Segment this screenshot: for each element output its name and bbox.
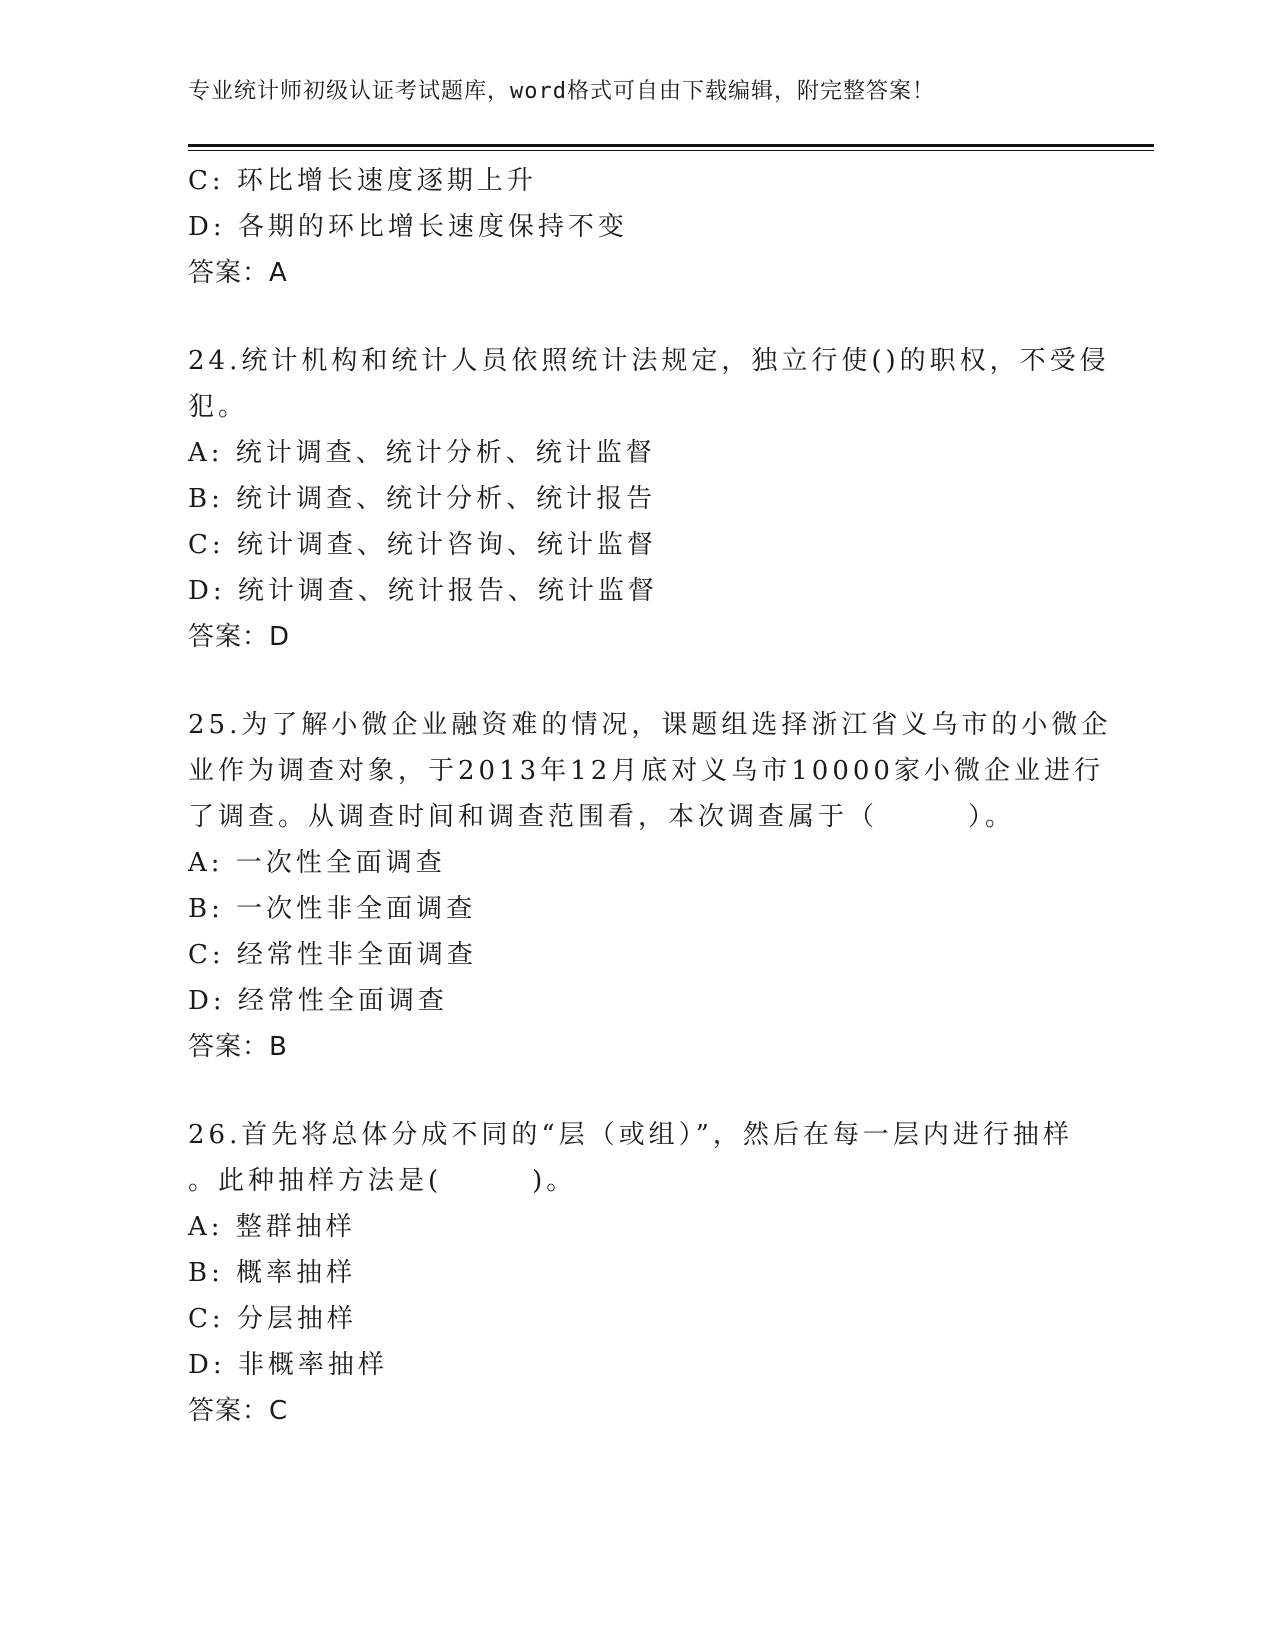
option-d: D: 非概率抽样 xyxy=(188,1350,388,1380)
option-c: C: 环比增长速度逐期上升 xyxy=(188,166,537,196)
option-c: C: 经常性非全面调查 xyxy=(188,940,477,970)
option-d: D: 经常性全面调查 xyxy=(188,986,448,1016)
option-a: A: 一次性全面调查 xyxy=(188,848,446,878)
header-rule-thick xyxy=(188,144,1154,147)
spacer xyxy=(188,1070,1088,1112)
page-header: 专业统计师初级认证考试题库，word格式可自由下载编辑，附完整答案！ xyxy=(188,79,935,104)
answer-line: 答案：C xyxy=(188,1396,289,1426)
option-b: B: 一次性非全面调查 xyxy=(188,894,477,924)
question-stem-line: 业作为调查对象，于2013年12月底对义乌市10000家小微企业进行 xyxy=(188,756,1104,786)
answer-line: 答案：D xyxy=(188,622,291,652)
option-b: B: 概率抽样 xyxy=(188,1258,357,1288)
option-d: D: 各期的环比增长速度保持不变 xyxy=(188,212,628,242)
question-stem-line: 犯。 xyxy=(188,392,249,422)
answer-line: 答案：B xyxy=(188,1032,288,1062)
option-c: C: 统计调查、统计咨询、统计监督 xyxy=(188,530,657,560)
option-b: B: 统计调查、统计分析、统计报告 xyxy=(188,484,657,514)
spacer xyxy=(188,296,1088,338)
option-a: A: 整群抽样 xyxy=(188,1212,356,1242)
option-d: D: 统计调查、统计报告、统计监督 xyxy=(188,576,658,606)
header-rule-thin xyxy=(188,150,1154,151)
question-stem-line: 26.首先将总体分成不同的“层（或组）”，然后在每一层内进行抽样 xyxy=(188,1120,1073,1150)
question-stem-line: 25.为了解小微企业融资难的情况，课题组选择浙江省义乌市的小微企 xyxy=(188,710,1112,740)
question-stem-line: 24.统计机构和统计人员依照统计法规定，独立行使()的职权，不受侵 xyxy=(188,346,1110,376)
answer-line: 答案：A xyxy=(188,258,288,288)
question-content xyxy=(188,158,1112,1434)
question-stem-line: 了调查。从调查时间和调查范围看，本次调查属于（ ）。 xyxy=(188,802,1016,832)
spacer xyxy=(188,660,1088,702)
question-stem-line: 。此种抽样方法是( )。 xyxy=(188,1166,577,1196)
option-a: A: 统计调查、统计分析、统计监督 xyxy=(188,438,656,468)
option-c: C: 分层抽样 xyxy=(188,1304,357,1334)
